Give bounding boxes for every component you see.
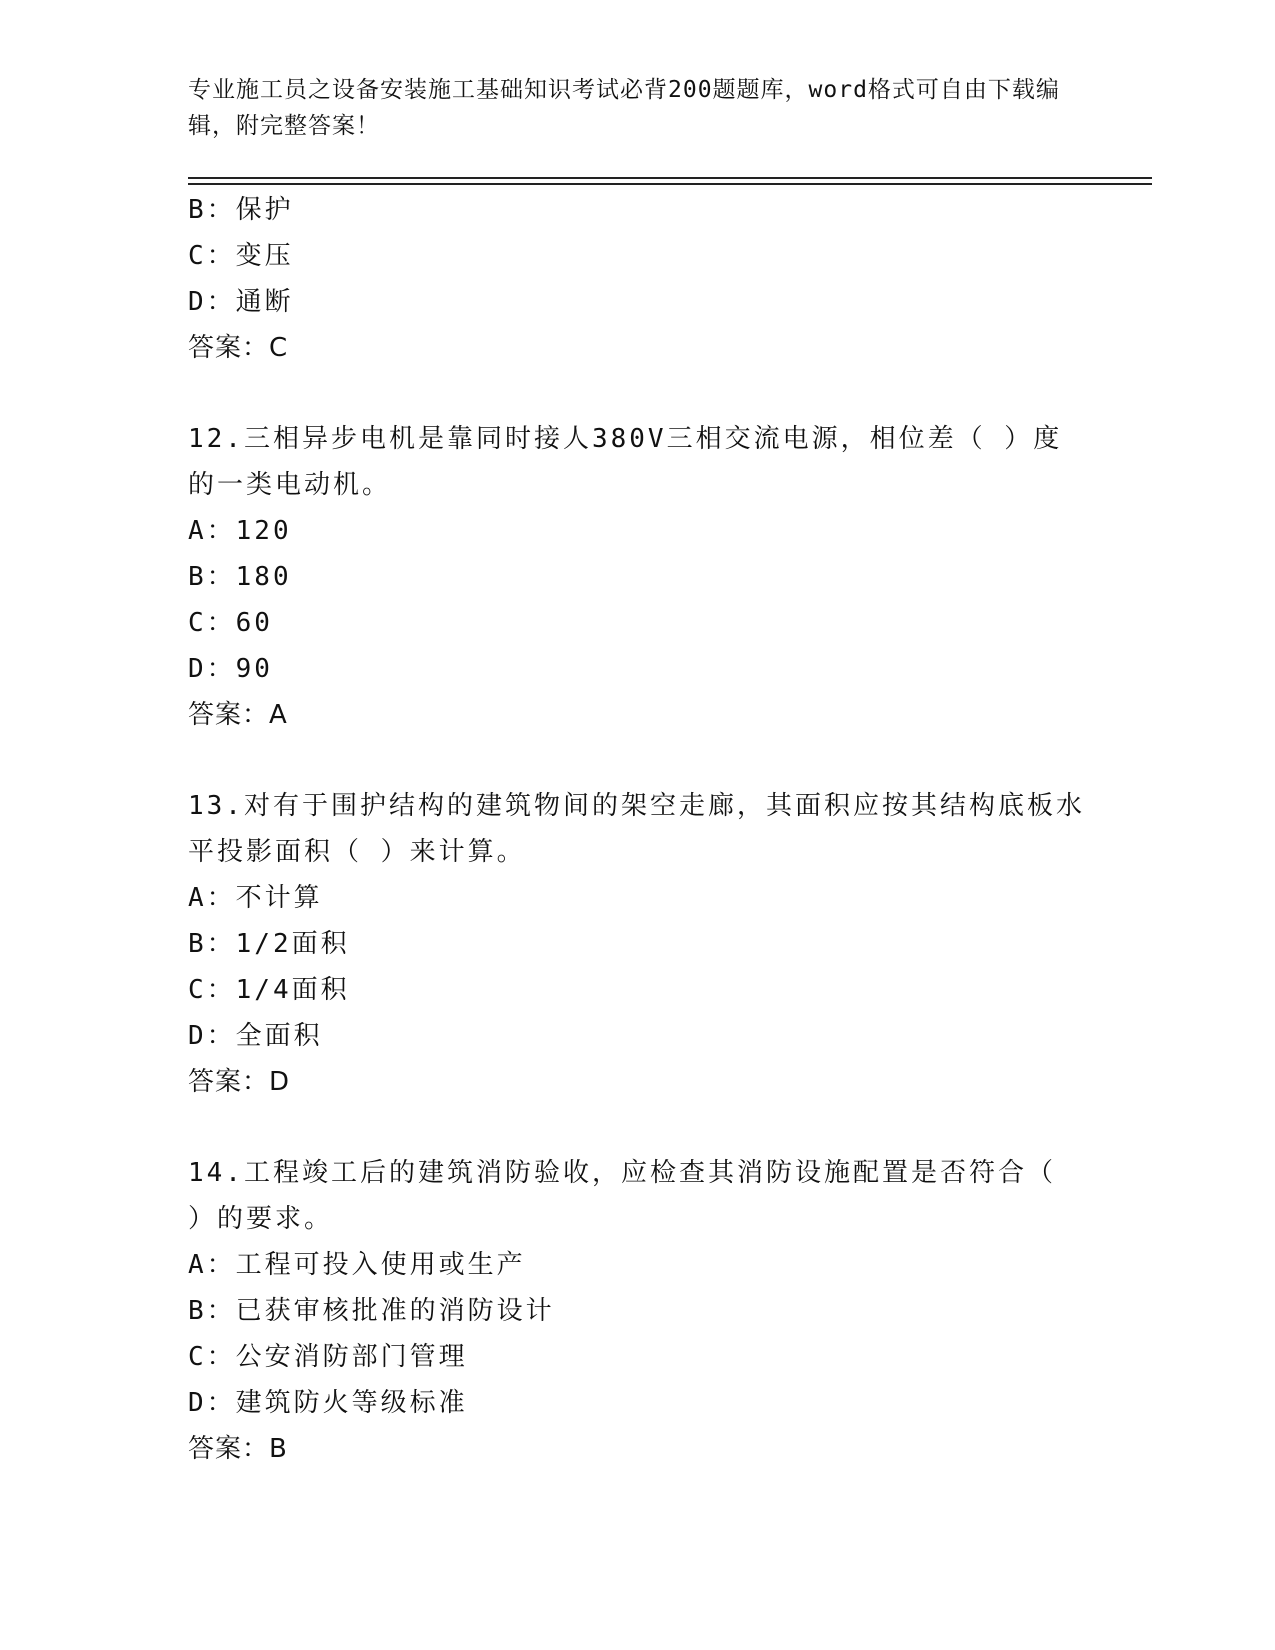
question-content (188, 187, 1088, 1472)
option-a: A：120 (188, 516, 292, 546)
previous-question-tail (188, 187, 1088, 371)
option-d: D：全面积 (188, 1021, 323, 1051)
question-12 (188, 416, 1088, 738)
option-d: D：90 (188, 654, 273, 684)
option-d: D：通断 (188, 287, 294, 317)
question-13 (188, 783, 1088, 1105)
option-d: D：建筑防火等级标准 (188, 1388, 468, 1418)
answer: 答案：C (188, 333, 289, 363)
option-c: C：60 (188, 608, 273, 638)
option-a: A：不计算 (188, 883, 323, 913)
option-b: B：已获审核批准的消防设计 (188, 1296, 555, 1326)
option-c: C：变压 (188, 241, 294, 271)
answer: 答案：D (188, 1067, 291, 1097)
option-b: B：180 (188, 562, 292, 592)
question-text: 13.对有于围护结构的建筑物间的架空走廊，其面积应按其结构底板水平投影面积（ ）来计算。 (188, 791, 1085, 867)
question-text: 12.三相异步电机是靠同时接人380V三相交流电源，相位差（ ）度的一类电动机。 (188, 424, 1063, 500)
answer: 答案：A (188, 700, 288, 730)
option-b: B：1/2面积 (188, 929, 350, 959)
question-text: 14.工程竣工后的建筑消防验收，应检查其消防设施配置是否符合（ ）的要求。 (188, 1158, 1056, 1234)
option-a: A：工程可投入使用或生产 (188, 1250, 526, 1280)
question-14 (188, 1150, 1088, 1472)
answer: 答案：B (188, 1434, 288, 1464)
header-divider-bottom (188, 183, 1152, 185)
option-b: B：保护 (188, 195, 294, 225)
option-c: C：公安消防部门管理 (188, 1342, 468, 1372)
option-c: C：1/4面积 (188, 975, 350, 1005)
document-header: 专业施工员之设备安装施工基础知识考试必背200题题库，word格式可自由下载编辑，附完整答案！ (188, 77, 1060, 139)
header-divider-top (188, 177, 1152, 179)
